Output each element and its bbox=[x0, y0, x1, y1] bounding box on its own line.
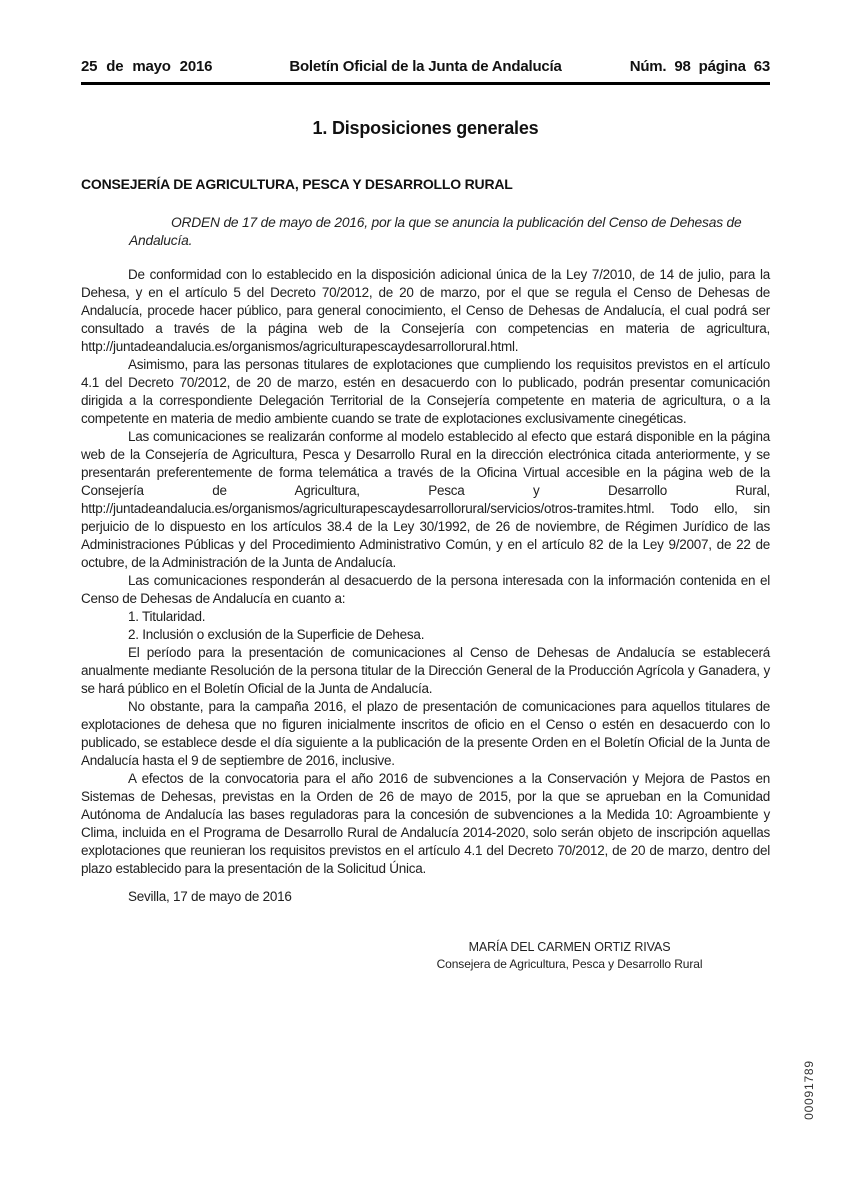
list-item-inclusion: 2. Inclusión o exclusión de la Superficie de Dehesa. bbox=[128, 627, 425, 642]
signatory-role: Consejera de Agricultura, Pesca y Desarrollo Rural bbox=[436, 957, 703, 971]
section-title: 1. Disposiciones generales bbox=[312, 118, 539, 138]
vertical-document-code: 00091789 bbox=[802, 1060, 816, 1120]
place-date-line: Sevilla, 17 de mayo de 2016 bbox=[128, 889, 292, 904]
paragraph-convocatoria: A efectos de la convocatoria para el año 2016 de subvenciones a la Conservación y Mejora de Pastos en Sistemas de Dehesas, previstas en la Orden de 26 de mayo de 2015, por la que se aprueban en la Comunidad Autónoma de Andalucía las bases reguladoras para la concesión de subvenciones a la Medida 10: Agroambiente y Clima, incluida en el Programa de Desarrollo Rural de Andalucía 2014-2020, solo serán objeto de inscripción aquellas explotaciones que reunieran los requisitos previstos en el artículo 4.1 del Decreto 70/2012, de 20 de marzo, dentro del plazo establecido para la presentación de la Solicitud Única. bbox=[81, 771, 770, 876]
signature-block bbox=[397, 938, 742, 973]
paragraph-conformidad: De conformidad con lo establecido en la disposición adicional única de la Ley 7/2010, de 14 de julio, para la Dehesa, y en el artículo 5 del Decreto 70/2012, de 20 de marzo, por el que se regula el Censo de Dehesas de Andalucía, procede hacer público, para general conocimiento, el Censo de Dehesas de Andalucía, el cual podrá ser consultado a través de la página web de la Consejería con competencias en materia de agricultura, http://juntadeandalucia.es/organismos/agriculturapescaydesarrollorural.html. bbox=[81, 267, 770, 354]
paragraph-comunicaciones: Las comunicaciones se realizarán conforme al modelo establecido al efecto que estará disponible en la página web de la Consejería de Agricultura, Pesca y Desarrollo Rural en la dirección electrónica citada anteriormente, y se presentarán preferentemente de forma telemática a través de la Oficina Virtual accesible en la página web de la Consejería de Agricultura, Pesca y Desarrollo Rural, http://juntadeandalucia.es/organismos/agriculturapescaydesarrollorural/servicios/otros-tramites.html. Todo ello, sin perjuicio de lo dispuesto en los artículos 38.4 de la Ley 30/1992, de 26 de noviembre, de Régimen Jurídico de las Administraciones Públicas y del Procedimiento Administrativo Común, y en el artículo 82 de la Ley 9/2007, de 22 de octubre, de la Administración de la Junta de Andalucía. bbox=[81, 429, 770, 570]
page-content bbox=[81, 58, 770, 973]
paragraph-asimismo: Asimismo, para las personas titulares de explotaciones que cumpliendo los requisitos previstos en el artículo 4.1 del Decreto 70/2012, de 20 de marzo, estén en desacuerdo con lo publicado, podrán presentar comunicación dirigida a la correspondiente Delegación Territorial de la Consejería competente en materia de agricultura, o a la competente en materia de medio ambiente cuando se trate de explotaciones exclusivamente cinegéticas. bbox=[81, 357, 770, 426]
bulletin-title: Boletín Oficial de la Junta de Andalucía bbox=[289, 58, 562, 75]
header-rule bbox=[81, 82, 770, 85]
order-summary: ORDEN de 17 de mayo de 2016, por la que se anuncia la publicación del Censo de Dehesas de Andalucía. bbox=[129, 215, 742, 248]
paragraph-no-obstante: No obstante, para la campaña 2016, el plazo de presentación de comunicaciones para aquellos titulares de explotaciones de dehesa que no figuren inicialmente inscritos de oficio en el Censo o estén en desacuerdo con lo publicado, se establece desde el día siguiente a la publicación de la presente Orden en el Boletín Oficial de la Junta de Andalucía hasta el 9 de septiembre de 2016, inclusive. bbox=[81, 699, 770, 768]
page-header bbox=[81, 58, 770, 75]
signatory-name: MARÍA DEL CARMEN ORTIZ RIVAS bbox=[468, 940, 671, 954]
issue-page-number: Núm. 98 página 63 bbox=[629, 58, 770, 75]
order-body bbox=[81, 266, 770, 906]
list-item-titularidad: 1. Titularidad. bbox=[128, 609, 206, 624]
department-heading: CONSEJERÍA DE AGRICULTURA, PESCA Y DESARROLLO RURAL bbox=[81, 176, 513, 192]
paragraph-desacuerdo: Las comunicaciones responderán al desacuerdo de la persona interesada con la información contenida en el Censo de Dehesas de Andalucía en cuanto a: bbox=[81, 573, 770, 606]
paragraph-periodo: El período para la presentación de comunicaciones al Censo de Dehesas de Andalucía se establecerá anualmente mediante Resolución de la persona titular de la Dirección General de la Producción Agrícola y Ganadera, y se hará público en el Boletín Oficial de la Junta de Andalucía. bbox=[81, 645, 770, 696]
header-date: 25 de mayo 2016 bbox=[81, 58, 213, 75]
